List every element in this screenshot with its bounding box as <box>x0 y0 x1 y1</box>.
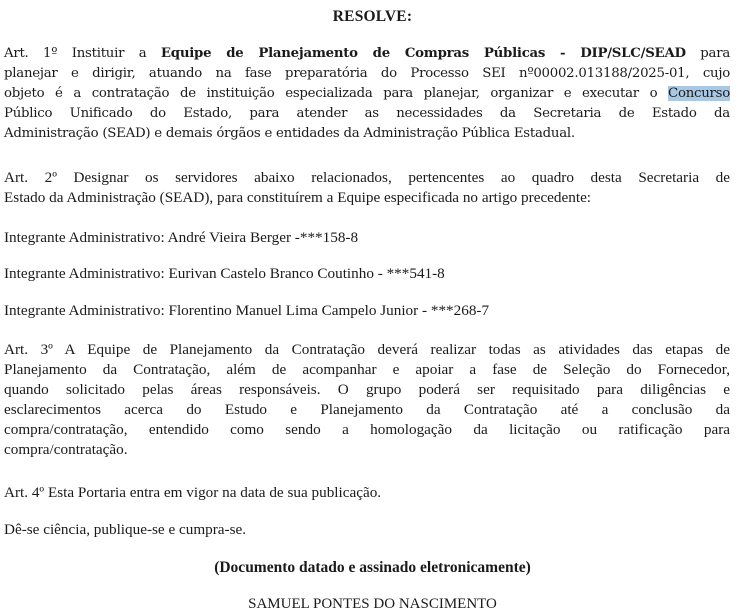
closing-statement: Dê-se ciência, publique-se e cumpra-se. <box>4 521 247 538</box>
article-1-line-1: Art. 1º Instituir a Equipe de Planejamento de Compras Públicas - DIP/SLC/SEAD para <box>4 46 731 61</box>
article-2-line-1: Art. 2º Designar os servidores abaixo relacionados, pertencentes ao quadro desta Secretaria de <box>4 169 730 186</box>
article-1-line-5: Administração (SEAD) e demais órgãos e entidades da Administração Pública Estadual. <box>4 126 575 141</box>
resolve-heading: RESOLVE: <box>332 8 413 25</box>
article-3-line-4: esclarecimentos acerca do Estudo e Planejamento da Contratação até a conclusão da <box>4 401 730 418</box>
selected-text-highlight[interactable]: Concurso <box>668 86 730 101</box>
article-3-line-2: Planejamento da Contratação, além de acompanhar e apoiar a fase de Seleção do Fornecedor, <box>4 361 730 378</box>
article-1-line-4: Público Unificado do Estado, para atender as necessidades da Secretaria de Estado da <box>4 106 730 121</box>
article-3-line-3: quando solicitado pelas áreas responsáveis. O grupo poderá ser requisitado para diligências e <box>4 381 730 398</box>
article-4: Art. 4º Esta Portaria entra em vigor na data de sua publicação. <box>4 484 382 501</box>
article-3-line-1: Art. 3º A Equipe de Planejamento da Contratação deverá realizar todas as atividades das etapas de <box>4 341 730 358</box>
team-name: Equipe de Planejamento de Compras Públicas - DIP/SLC/SEAD <box>160 46 686 61</box>
signatory-name: SAMUEL PONTES DO NASCIMENTO <box>248 596 497 612</box>
article-1-line-3: objeto é a contratação de instituição especializada para planejar, organizar e executar o Concurso <box>4 86 730 101</box>
member-item: Integrante Administrativo: André Vieira Berger -***158-8 <box>4 229 359 246</box>
article-3-line-5: compra/contratação, entendido como sendo a homologação da licitação ou ratificação para <box>4 421 730 438</box>
article-3-line-6: compra/contratação. <box>4 441 128 458</box>
article-3 <box>4 340 730 460</box>
member-item: Integrante Administrativo: Florentino Manuel Lima Campelo Junior - ***268-7 <box>4 302 490 319</box>
article-1 <box>4 44 730 144</box>
article-2 <box>4 168 730 208</box>
article-2-line-2: Estado da Administração (SEAD), para constituírem a Equipe especificada no artigo precedente: <box>4 189 592 206</box>
signature-note: (Documento datado e assinado eletronicamente) <box>214 559 531 576</box>
article-1-line-2: planejar e dirigir, atuando na fase preparatória do Processo SEI nº00002.013188/2025-01, cujo <box>4 66 730 81</box>
member-item: Integrante Administrativo: Eurivan Castelo Branco Coutinho - ***541-8 <box>4 265 445 282</box>
